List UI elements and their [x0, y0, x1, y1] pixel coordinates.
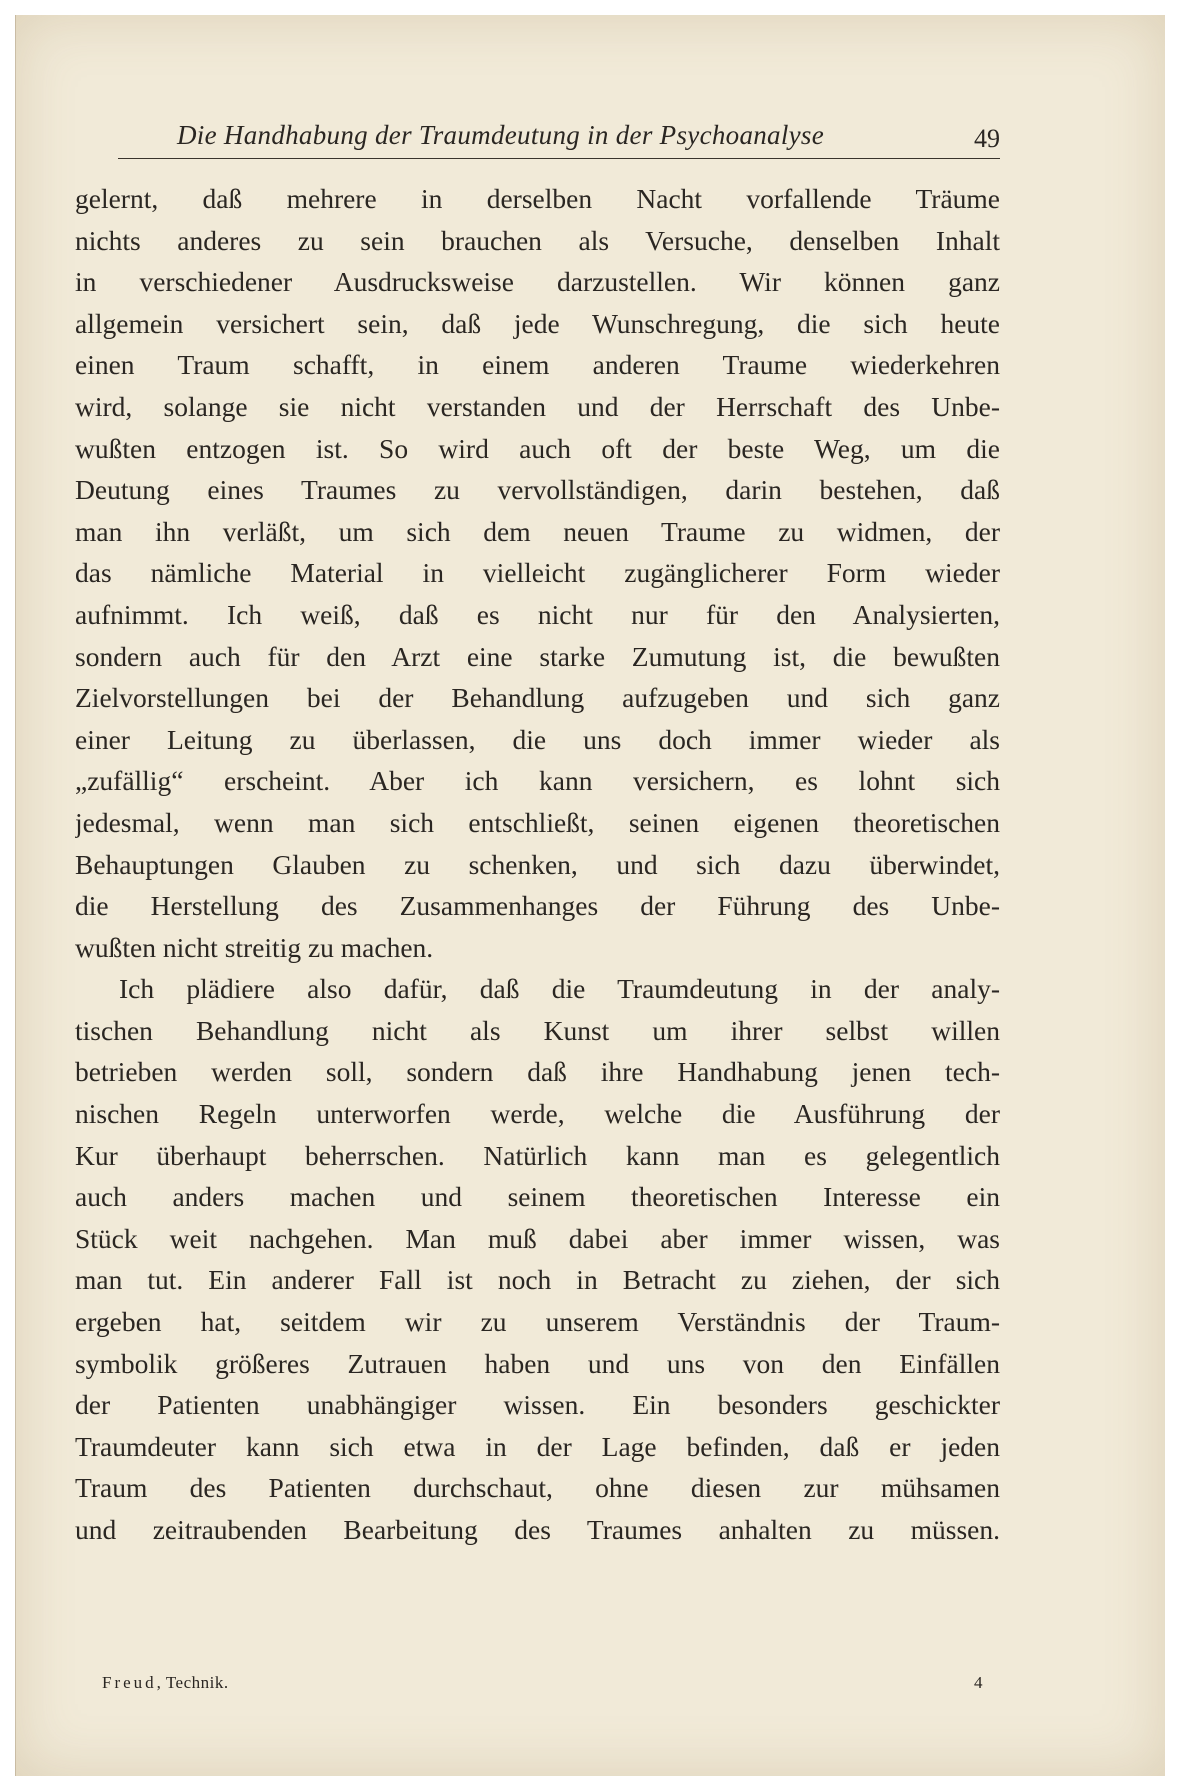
text-line: wußten entzogen ist. So wird auch oft der beste Weg, um die	[75, 432, 1000, 464]
page-edge-shadow	[15, 15, 16, 1776]
text-line: und zeitraubenden Bearbeitung des Traumes anhalten zu müssen.	[75, 1514, 1000, 1545]
text-line: „zufällig“ erscheint. Aber ich kann versichern, es lohnt sich	[75, 765, 1000, 797]
footer-citation	[102, 1673, 229, 1693]
running-header	[118, 112, 1000, 159]
running-header-title: Die Handhabung der Traumdeutung in der Psychoanalyse	[177, 120, 825, 150]
text-line: sondern auch für den Arzt eine starke Zumutung ist, die bewußten	[75, 640, 1000, 672]
page-footer	[102, 1673, 1002, 1703]
text-line: jedesmal, wenn man sich entschließt, seinen eigenen theoretischen	[75, 806, 1000, 838]
text-line: aufnimmt. Ich weiß, daß es nicht nur für den Analysierten,	[75, 598, 1000, 630]
text-line: Traum des Patienten durchschaut, ohne diesen zur mühsamen	[75, 1472, 1000, 1504]
text-line: in verschiedener Ausdrucksweise darzustellen. Wir können ganz	[75, 266, 1000, 298]
text-line: man ihn verläßt, um sich dem neuen Traume zu widmen, der	[75, 515, 1000, 547]
text-line: Kur überhaupt beherrschen. Natürlich kann man es gelegentlich	[75, 1139, 1000, 1171]
signature-mark: 4	[974, 1673, 983, 1692]
text-line: ergeben hat, seitdem wir zu unserem Verständnis der Traum-	[75, 1306, 1000, 1338]
text-line: Deutung eines Traumes zu vervollständigen, darin bestehen, daß	[75, 474, 1000, 506]
text-line: Behauptungen Glauben zu schenken, und sich dazu überwindet,	[75, 848, 1000, 880]
text-line: Zielvorstellungen bei der Behandlung aufzugeben und sich ganz	[75, 682, 1000, 714]
text-line: nischen Regeln unterworfen werde, welche die Ausführung der	[75, 1098, 1000, 1130]
text-line: einer Leitung zu überlassen, die uns doch immer wieder als	[75, 723, 1000, 755]
text-line: der Patienten unabhängiger wissen. Ein besonders geschickter	[75, 1389, 1000, 1421]
body-text	[75, 178, 1000, 1551]
footer-work: , Technik.	[156, 1673, 229, 1692]
footer-author: Freud	[102, 1673, 157, 1692]
paragraph-last-line: wußten nicht streitig zu machen.	[75, 931, 434, 963]
text-line: auch anders machen und seinem theoretischen Interesse ein	[75, 1181, 1000, 1213]
text-line: betrieben werden soll, sondern daß ihre Handhabung jenen tech-	[75, 1056, 1000, 1088]
text-line: wird, solange sie nicht verstanden und der Herrschaft des Unbe-	[75, 390, 1000, 422]
text-line: einen Traum schafft, in einem anderen Traume wiederkehren	[75, 349, 1000, 381]
text-line: gelernt, daß mehrere in derselben Nacht vorfallende Träume	[75, 183, 1000, 214]
text-line: man tut. Ein anderer Fall ist noch in Betracht zu ziehen, der sich	[75, 1264, 1000, 1296]
text-line: tischen Behandlung nicht als Kunst um ihrer selbst willen	[75, 1014, 1000, 1046]
paragraph-first-line: Ich plädiere also dafür, daß die Traumdeutung in der analy-	[119, 973, 1000, 1005]
text-line: symbolik größeres Zutrauen haben und uns von den Einfällen	[75, 1347, 1000, 1379]
text-line: nichts anderes zu sein brauchen als Versuche, denselben Inhalt	[75, 224, 1000, 256]
text-line: die Herstellung des Zusammenhanges der Führung des Unbe-	[75, 890, 1000, 922]
book-page	[15, 15, 1165, 1776]
text-line: allgemein versichert sein, daß jede Wunschregung, die sich heute	[75, 307, 1000, 339]
text-line: Traumdeuter kann sich etwa in der Lage befinden, daß er jeden	[75, 1430, 1000, 1462]
text-line: Stück weit nachgehen. Man muß dabei aber immer wissen, was	[75, 1222, 1000, 1254]
text-line: das nämliche Material in vielleicht zugänglicherer Form wieder	[75, 557, 1000, 589]
page-number: 49	[974, 124, 1000, 153]
